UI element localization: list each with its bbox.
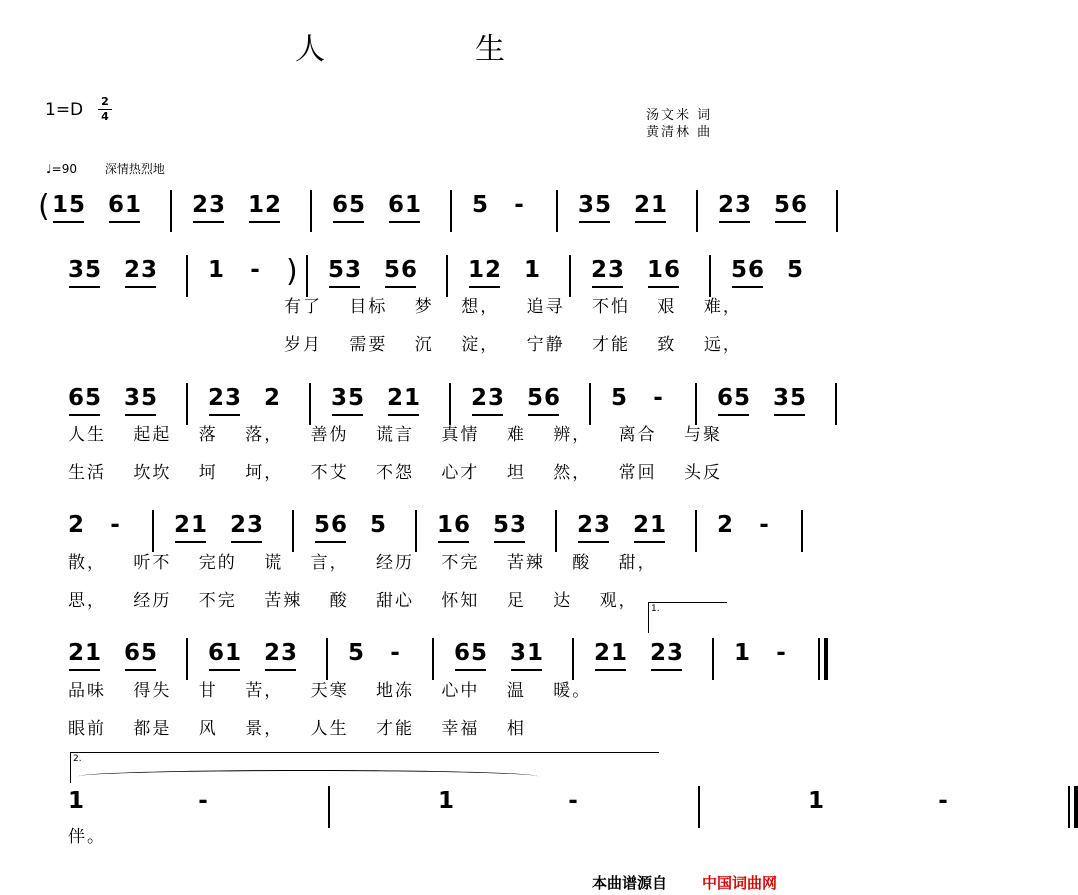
barline [801,510,803,552]
beam [125,669,156,671]
barline [326,638,328,680]
note: - [653,385,663,411]
music-row [0,510,800,550]
beam [231,541,262,543]
note: 1 [225,640,242,666]
note: 1 [438,788,455,814]
note: 3 [667,640,684,666]
barline [695,510,697,552]
note: 2 [230,512,247,538]
beam [388,414,419,416]
note: 2 [594,640,611,666]
music-row [0,383,807,423]
note: 3 [124,385,141,411]
beam [651,669,682,671]
note: 5 [349,192,366,218]
barline [328,786,330,828]
note: 3 [608,257,625,283]
note: - [390,640,400,666]
beam [315,541,346,543]
beam [209,414,240,416]
barline [292,510,294,552]
barline [309,383,311,425]
note: 2 [577,512,594,538]
note: 5 [314,512,331,538]
note: 5 [69,192,86,218]
barline [1068,786,1070,828]
barline [556,190,558,232]
note: 1 [404,385,421,411]
music-row [0,254,804,295]
beam [385,286,416,288]
note: 2 [264,640,281,666]
parenthesis: ) [286,254,298,289]
note: 2 [485,257,502,283]
note: 2 [265,192,282,218]
note: 5 [384,257,401,283]
note: 6 [401,257,418,283]
beam [125,286,156,288]
beam [634,541,665,543]
note: 1 [437,512,454,538]
beam [579,221,610,223]
note: 2 [264,385,281,411]
note: 6 [791,192,808,218]
tempo-marking [46,160,189,177]
note: 1 [85,640,102,666]
note: 2 [124,257,141,283]
note: 5 [141,385,158,411]
note: 3 [331,385,348,411]
lyric-line [0,296,800,320]
beam [592,286,623,288]
parenthesis: ( [38,189,50,224]
beam [578,541,609,543]
note: 2 [387,385,404,411]
barline [589,383,591,425]
note: - [759,512,769,538]
music-row [0,189,808,230]
note: 2 [717,512,734,538]
note: 2 [591,257,608,283]
note: 2 [192,192,209,218]
note: 5 [595,192,612,218]
note: 2 [174,512,191,538]
lyric-text: 品味 得失 甘 苦， 天寒 地冻 心中 温 暖。 [68,681,592,701]
note: - [198,788,208,814]
barline [836,190,838,232]
music-row [0,786,948,826]
note: - [568,788,578,814]
composer-credit: 黄清林 曲 [646,125,713,140]
barline [415,510,417,552]
beam [719,221,750,223]
note: - [110,512,120,538]
barline [306,255,308,297]
note: 6 [108,192,125,218]
barline [555,510,557,552]
lyric-line [0,334,800,358]
note: 6 [748,257,765,283]
note: 5 [774,192,791,218]
note: 3 [247,512,264,538]
time-sig-bottom: 4 [101,110,109,123]
barline [152,510,154,552]
note: 6 [124,640,141,666]
note: 6 [454,512,471,538]
long-slur [78,770,538,783]
beam [193,221,224,223]
note: 1 [650,512,667,538]
barline [695,383,697,425]
lyric-line [0,680,800,704]
note: 3 [345,257,362,283]
note: 3 [594,512,611,538]
beam [332,414,363,416]
beam [635,221,666,223]
note: 2 [650,640,667,666]
time-sig-top: 2 [101,95,109,108]
beam [469,286,500,288]
note: 3 [735,192,752,218]
note: 6 [388,192,405,218]
lyric-line [0,552,800,576]
beam [718,414,749,416]
note: 6 [544,385,561,411]
note: 5 [611,385,628,411]
note: 1 [734,640,751,666]
beam [69,669,100,671]
barline [450,190,452,232]
note: 6 [664,257,681,283]
note: 3 [773,385,790,411]
beam [732,286,763,288]
beam [511,669,542,671]
note: 2 [68,512,85,538]
barline [709,255,711,297]
barline [835,383,837,425]
note: 5 [734,385,751,411]
note: 1 [405,192,422,218]
note: 1 [191,512,208,538]
lyric-text: 生活 坎坎 坷 坷， 不艾 不怨 心才 坦 然， 常回 头反 [68,463,723,483]
lyric-text: 眼前 都是 风 景， 人生 才能 幸福 相 [68,719,526,739]
note: - [250,257,260,283]
note: 2 [718,192,735,218]
barline [698,786,700,828]
note: 1 [52,192,69,218]
note: 6 [208,640,225,666]
lyric-text: 思， 经历 不完 苦辣 酸 甜心 怀知 足 达 观， [68,591,638,611]
beam [775,221,806,223]
barline [310,190,312,232]
beam [69,414,100,416]
barline [696,190,698,232]
note: 3 [578,192,595,218]
note: - [514,192,524,218]
beam [109,221,140,223]
lyric-text: 岁月 需要 沉 淀， 宁静 才能 致 远， [284,335,742,355]
note: 3 [510,640,527,666]
barline [186,255,188,297]
note: 5 [493,512,510,538]
note: 3 [488,385,505,411]
note: 1 [248,192,265,218]
beam [249,221,280,223]
note: 5 [85,385,102,411]
barline [569,255,571,297]
note: 5 [348,640,365,666]
note: 5 [790,385,807,411]
beam [209,669,240,671]
beam [774,414,805,416]
note: 3 [281,640,298,666]
note: 5 [328,257,345,283]
note: 2 [634,192,651,218]
beam [648,286,679,288]
note: 1 [208,257,225,283]
barline-heavy [1074,786,1078,828]
note: 5 [731,257,748,283]
tempo-bpm: ♩=90 [46,162,77,176]
note: 5 [472,192,489,218]
lyric-line [0,718,800,742]
lyric-text: 人生 起起 落 落， 善伪 谎言 真情 难 辨， 离合 与聚 [68,425,723,445]
note: 5 [370,512,387,538]
lyric-text: 有了 目标 梦 想， 追寻 不怕 艰 难， [284,297,742,317]
barline [186,638,188,680]
beam [265,669,296,671]
beam [53,221,84,223]
note: 1 [651,192,668,218]
note: 5 [348,385,365,411]
tempo-expression: 深情热烈地 [104,162,165,176]
beam [389,221,420,223]
volta-first: 1. [648,602,727,633]
note: 3 [209,192,226,218]
note: 1 [125,192,142,218]
note: 2 [633,512,650,538]
note: 6 [331,512,348,538]
barline [186,383,188,425]
note: 6 [332,192,349,218]
beam [438,541,469,543]
lyric-line [0,424,800,448]
music-row [0,638,800,678]
time-signature [98,96,112,123]
note: 3 [68,257,85,283]
key-signature: 1=D [45,100,84,120]
barline [572,638,574,680]
lyric-text: 伴。 [68,827,106,847]
beam [528,414,559,416]
note: 1 [524,257,541,283]
note: 5 [85,257,102,283]
note: 6 [717,385,734,411]
beam [595,669,626,671]
note: 1 [808,788,825,814]
lyric-line [0,462,800,486]
note: 5 [471,640,488,666]
beam [494,541,525,543]
beam [472,414,503,416]
barline [446,255,448,297]
beam [125,414,156,416]
barline [712,638,714,680]
note: 1 [527,640,544,666]
beam [333,221,364,223]
beam [455,669,486,671]
barline [432,638,434,680]
barline [449,383,451,425]
note: - [938,788,948,814]
note: 1 [647,257,664,283]
volta-second: 2. [70,752,659,783]
lyric-line [0,826,800,850]
lyric-text: 散， 听不 完的 谎 言， 经历 不完 苦辣 酸 甜， [68,553,657,573]
note: - [776,640,786,666]
lyricist-credit: 汤文米 词 [646,108,713,123]
barline-heavy [824,638,828,680]
note: 2 [208,385,225,411]
note: 2 [68,640,85,666]
note: 3 [225,385,242,411]
note: 6 [454,640,471,666]
note: 1 [68,788,85,814]
beam [329,286,360,288]
note: 3 [141,257,158,283]
footer-site: 中国词曲网 [702,874,778,892]
song-title: 人生 [295,32,655,67]
note: 6 [68,385,85,411]
note: 5 [527,385,544,411]
note: 5 [141,640,158,666]
beam [175,541,206,543]
footer-source: 本曲谱源自 [592,874,668,892]
note: 3 [510,512,527,538]
barline [170,190,172,232]
note: 5 [787,257,804,283]
beam [69,286,100,288]
barline [818,638,820,680]
note: 2 [471,385,488,411]
note: 1 [611,640,628,666]
note: 1 [468,257,485,283]
